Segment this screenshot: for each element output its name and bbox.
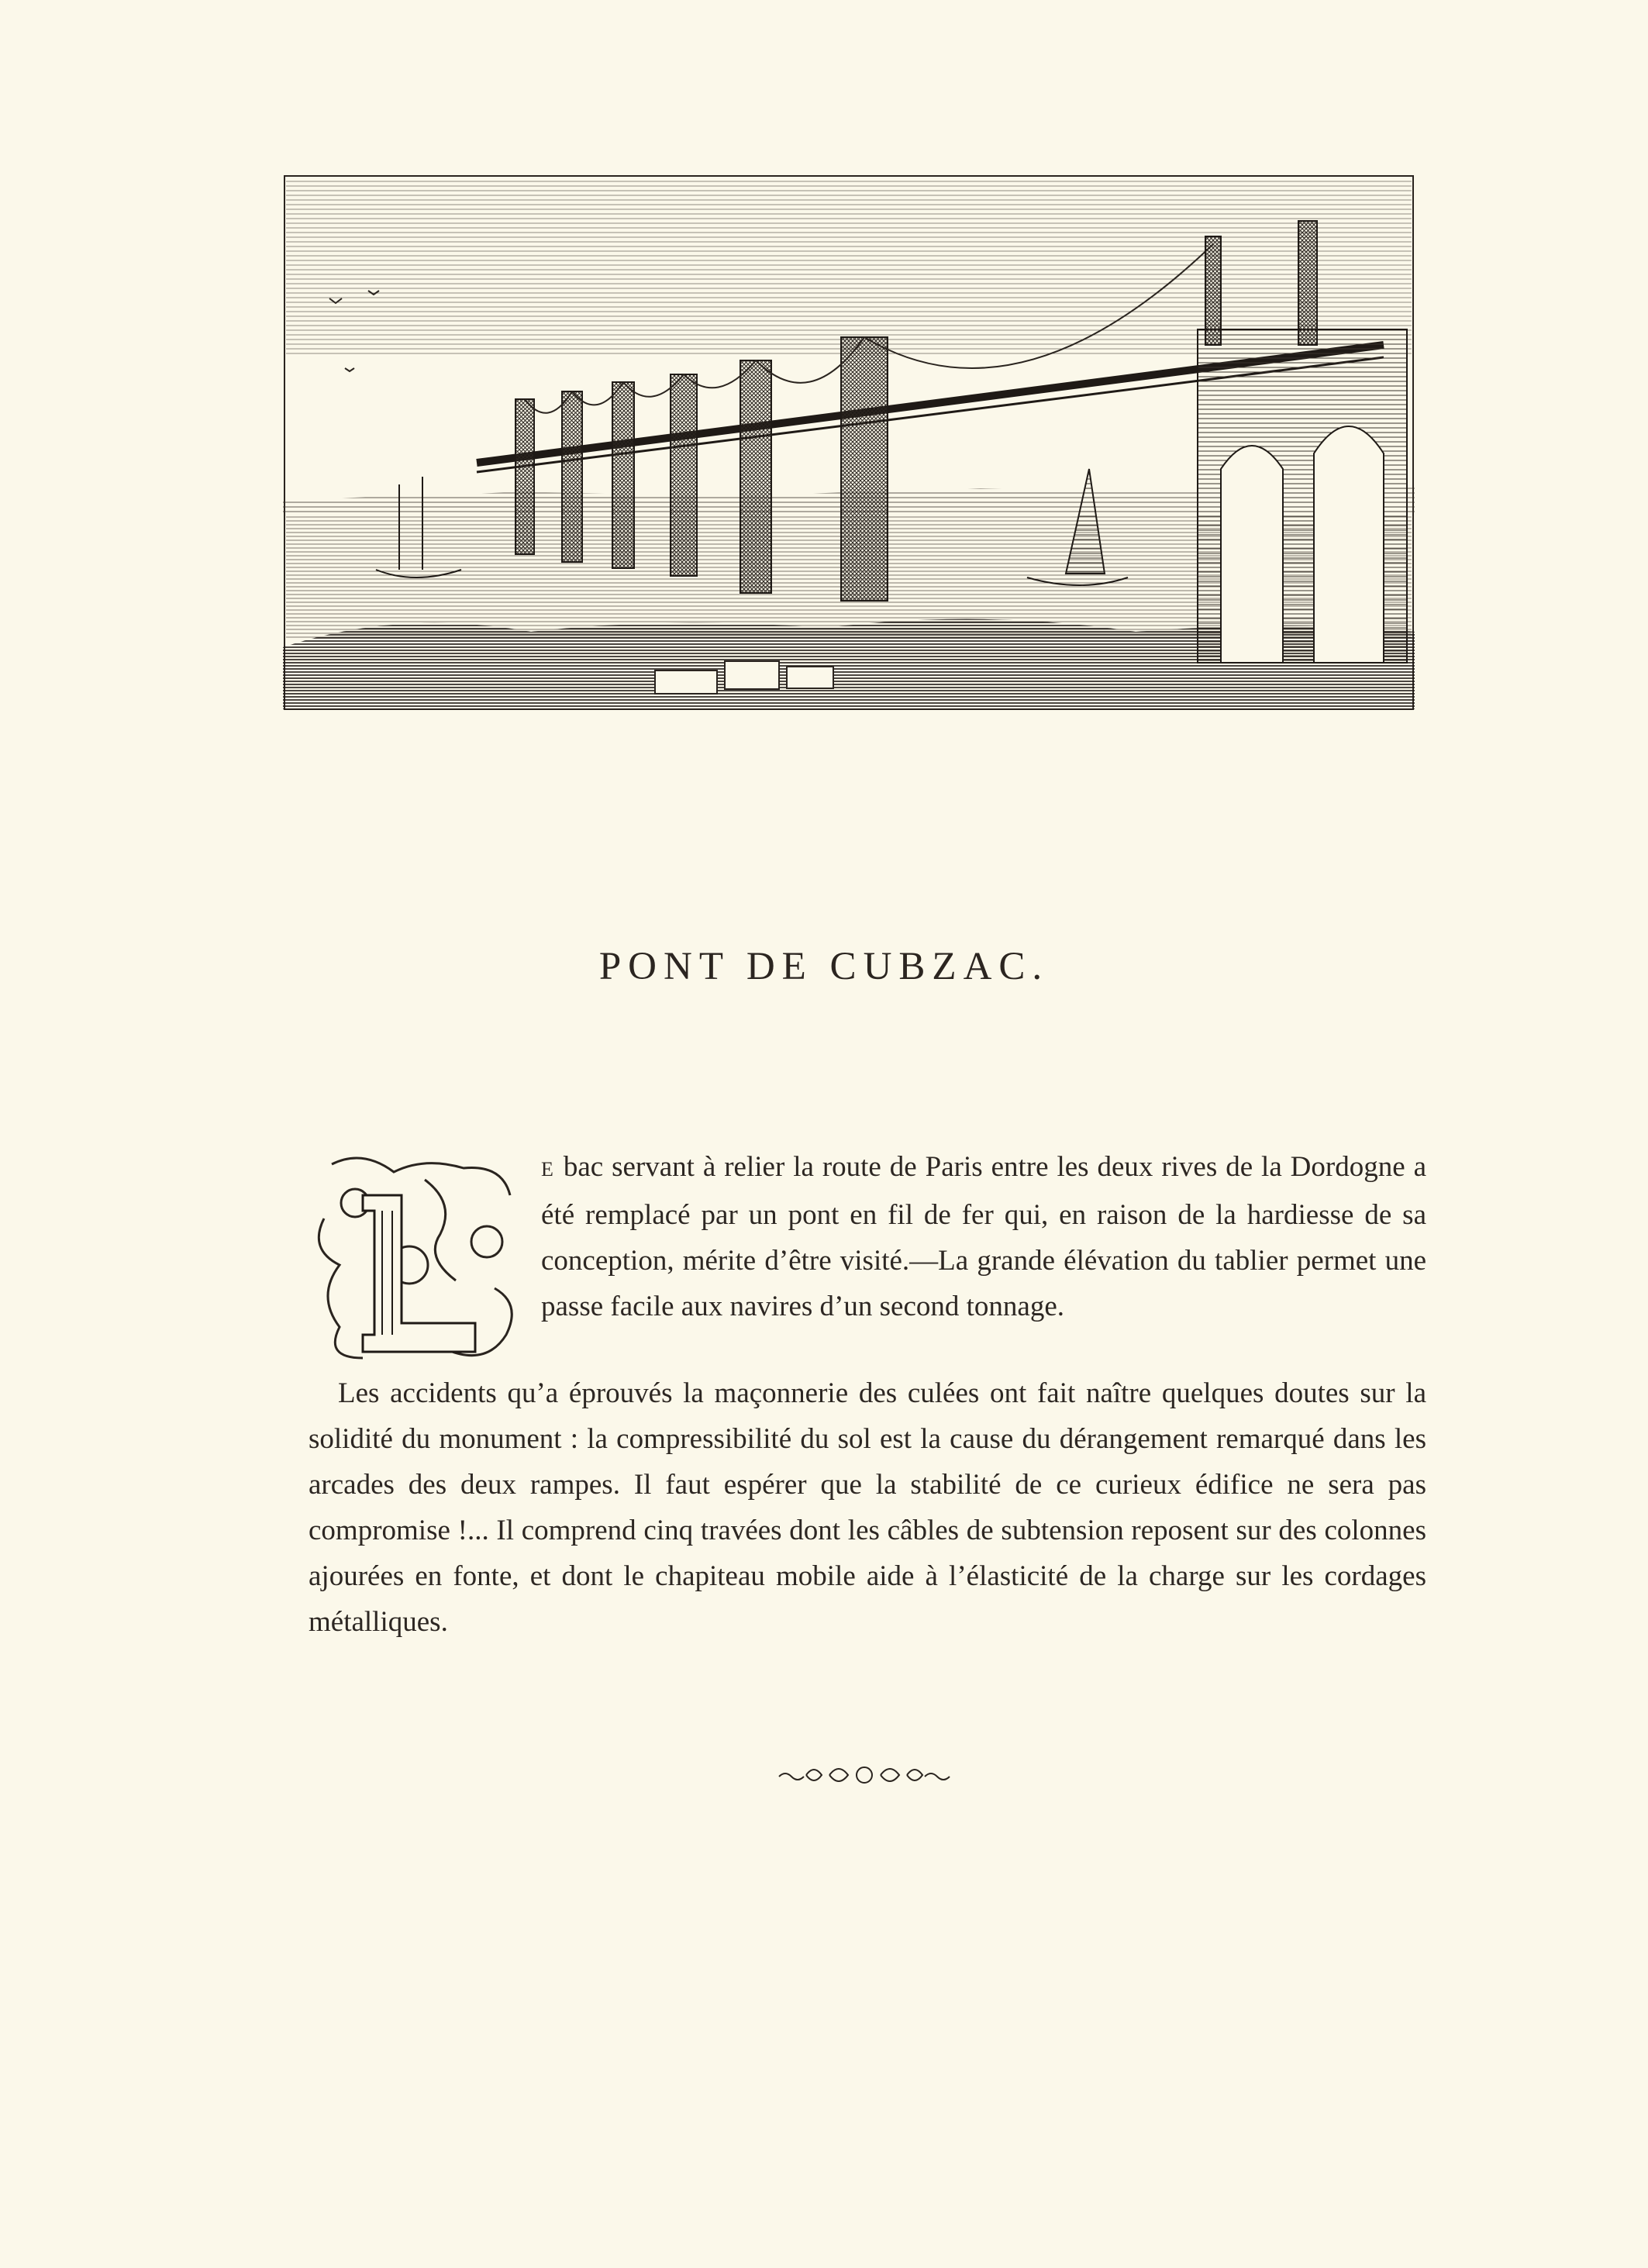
paragraph-2: Les accidents qu’a éprouvés la maçonnerie des culées ont fait naître quelques doutes sur la solidité du monument : la compressibilité du sol est la cause du dérangement remarqué dans les arcades des deux rampes. Il faut espérer que la stabilité de ce curieux édifice ne sera pas compromise !... Il comprend cinq travées dont les câbles de subtension reposent sur des colonnes ajourées en fonte, et dont le chapiteau mobile aide à l’élasticité de la charge sur les cordages métalliques.: [309, 1377, 1426, 1638]
page-title: PONT DE CUBZAC.: [598, 945, 1050, 988]
bridge-engraving-illustration: [283, 174, 1415, 711]
text-block: [309, 1144, 1426, 1645]
decorative-fleuron-icon: [775, 1760, 953, 1791]
ornate-initial-L-icon: [309, 1149, 524, 1370]
paragraph-1-text: bac servant à relier la route de Paris entre les deux rives de la Dordogne a été remplacé par un pont en fil de fer qui, en raison de la hardiesse de sa conception, mérite d’être visité.—La grande élévation du tablier permet une passe facile aux navires d’un second tonnage.: [541, 1151, 1426, 1322]
paragraph-1-lead: E: [541, 1158, 555, 1181]
